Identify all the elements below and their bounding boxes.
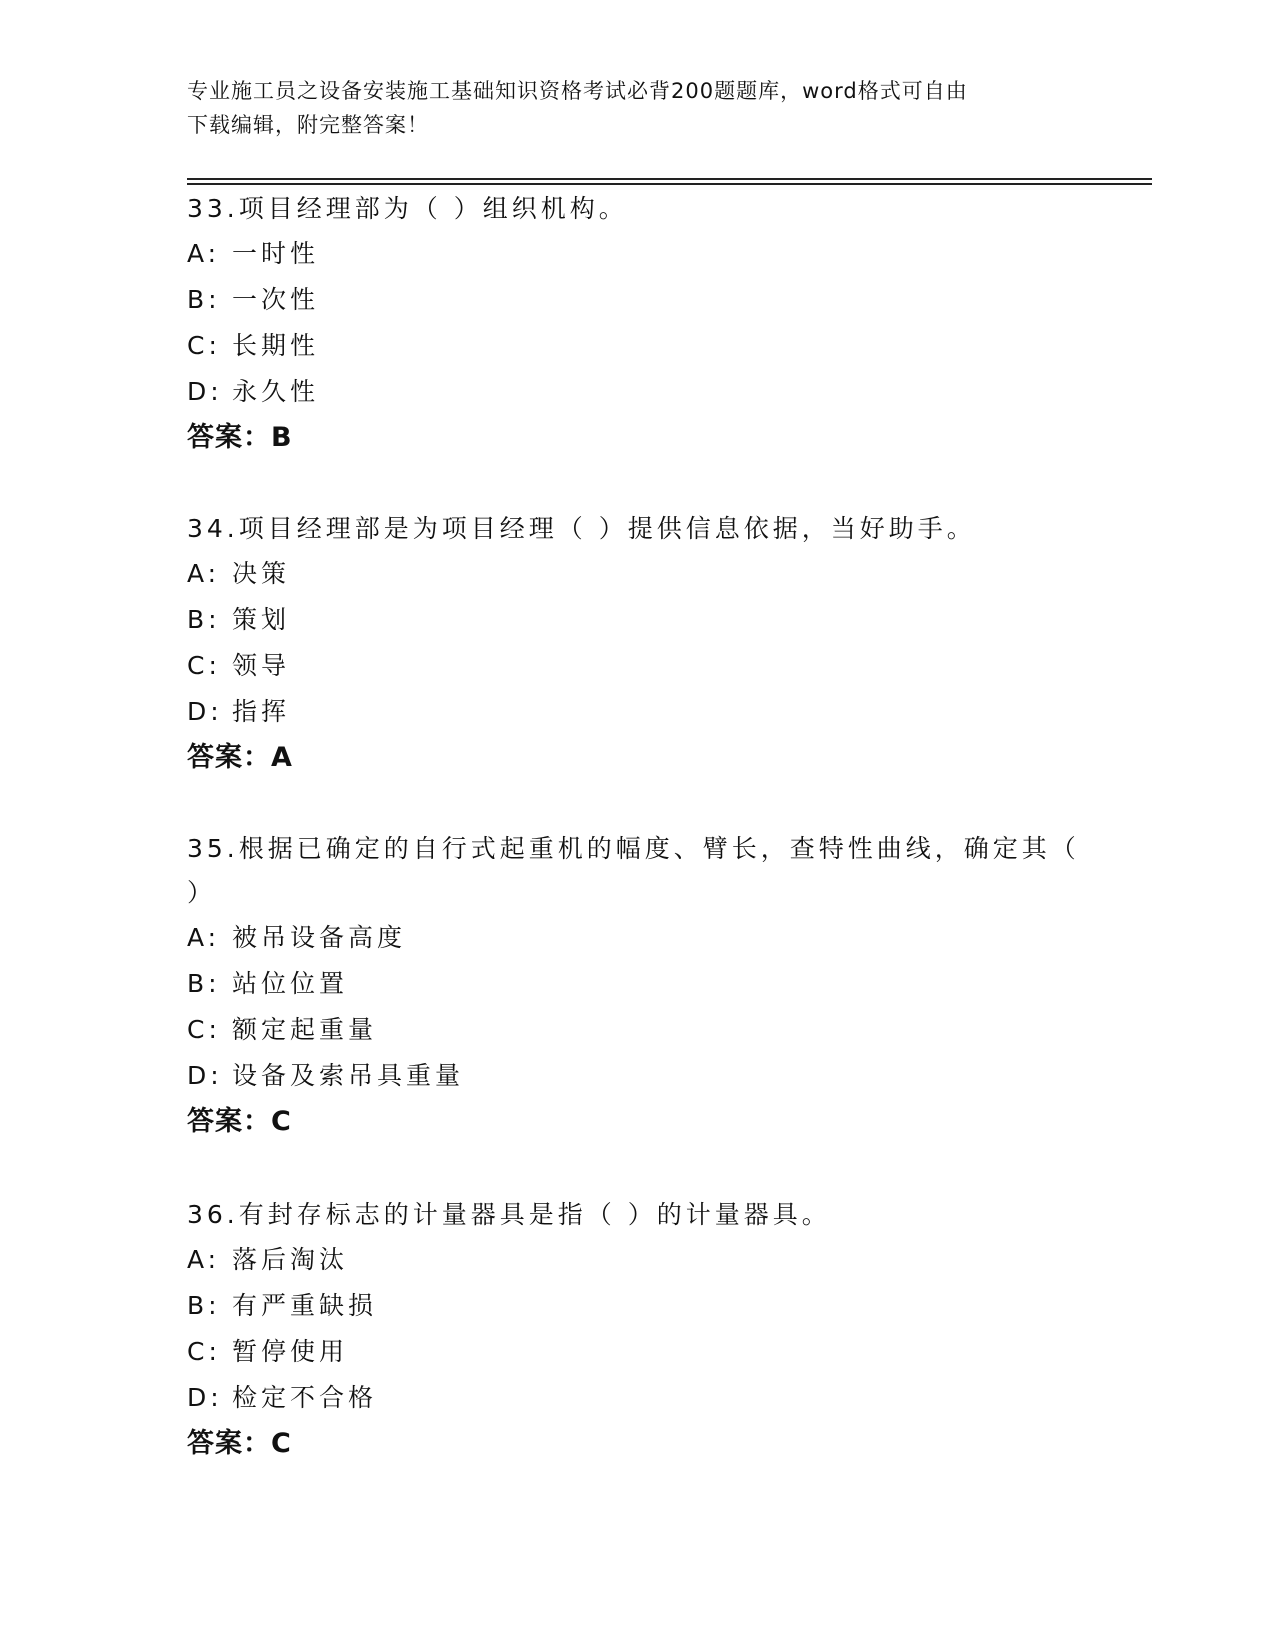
option-d (187, 369, 1087, 415)
option-letter: D: (187, 1383, 223, 1412)
option-text: 决策 (232, 559, 291, 588)
header-divider-bottom (187, 183, 1152, 185)
header-line-1: 专业施工员之设备安装施工基础知识资格考试必背200题题库，word格式可自由 (187, 79, 968, 103)
option-a (187, 1237, 1087, 1283)
option-letter: A: (187, 1245, 221, 1274)
option-text: 永久性 (232, 377, 320, 406)
option-letter: C: (187, 1015, 221, 1044)
option-c (187, 323, 1087, 369)
option-b (187, 1283, 1087, 1329)
option-text: 一时性 (232, 239, 320, 268)
answer-line: 答案：C (187, 1106, 292, 1137)
answer-line: 答案：A (187, 742, 293, 773)
option-letter: A: (187, 923, 221, 952)
option-letter: A: (187, 239, 221, 268)
option-a (187, 915, 1087, 961)
option-letter: B: (187, 285, 221, 314)
option-text: 长期性 (232, 331, 320, 360)
option-text: 额定起重量 (232, 1015, 378, 1044)
header-divider-top (187, 178, 1152, 180)
question-stem: 33.项目经理部为（ ）组织机构。 (187, 194, 628, 223)
option-letter: A: (187, 559, 221, 588)
option-d (187, 689, 1087, 735)
question-34 (187, 507, 1087, 781)
option-text: 指挥 (232, 697, 291, 726)
option-text: 一次性 (232, 285, 320, 314)
option-text: 策划 (232, 605, 291, 634)
header-line-2: 下载编辑，附完整答案！ (187, 113, 429, 137)
option-letter: C: (187, 331, 221, 360)
option-text: 领导 (232, 651, 291, 680)
option-a (187, 551, 1087, 597)
answer-line: 答案：C (187, 1428, 292, 1459)
option-letter: B: (187, 1291, 221, 1320)
answer-line: 答案：B (187, 422, 293, 453)
option-letter: C: (187, 1337, 221, 1366)
option-text: 被吊设备高度 (232, 923, 407, 952)
question-stem: 34.项目经理部是为项目经理（ ）提供信息依据，当好助手。 (187, 514, 976, 543)
question-36 (187, 1193, 1087, 1467)
option-c (187, 643, 1087, 689)
option-c (187, 1329, 1087, 1375)
option-a (187, 231, 1087, 277)
document-header (187, 74, 1067, 142)
question-stem: 36.有封存标志的计量器具是指（ ）的计量器具。 (187, 1200, 831, 1229)
option-letter: D: (187, 697, 223, 726)
option-letter: B: (187, 969, 221, 998)
option-text: 有严重缺损 (232, 1291, 378, 1320)
option-text: 设备及索吊具重量 (232, 1061, 465, 1090)
option-text: 落后淘汰 (232, 1245, 349, 1274)
question-stem-continuation: ） (187, 878, 217, 907)
option-text: 检定不合格 (232, 1383, 378, 1412)
option-text: 暂停使用 (232, 1337, 349, 1366)
option-letter: D: (187, 377, 223, 406)
option-b (187, 961, 1087, 1007)
option-c (187, 1007, 1087, 1053)
option-d (187, 1375, 1087, 1421)
option-letter: C: (187, 651, 221, 680)
option-b (187, 597, 1087, 643)
option-letter: D: (187, 1061, 223, 1090)
question-stem: 35.根据已确定的自行式起重机的幅度、臂长，查特性曲线，确定其（ (187, 834, 1080, 863)
option-text: 站位位置 (232, 969, 349, 998)
option-b (187, 277, 1087, 323)
option-letter: B: (187, 605, 221, 634)
question-35 (187, 827, 1087, 1145)
option-d (187, 1053, 1087, 1099)
question-33 (187, 187, 1087, 461)
